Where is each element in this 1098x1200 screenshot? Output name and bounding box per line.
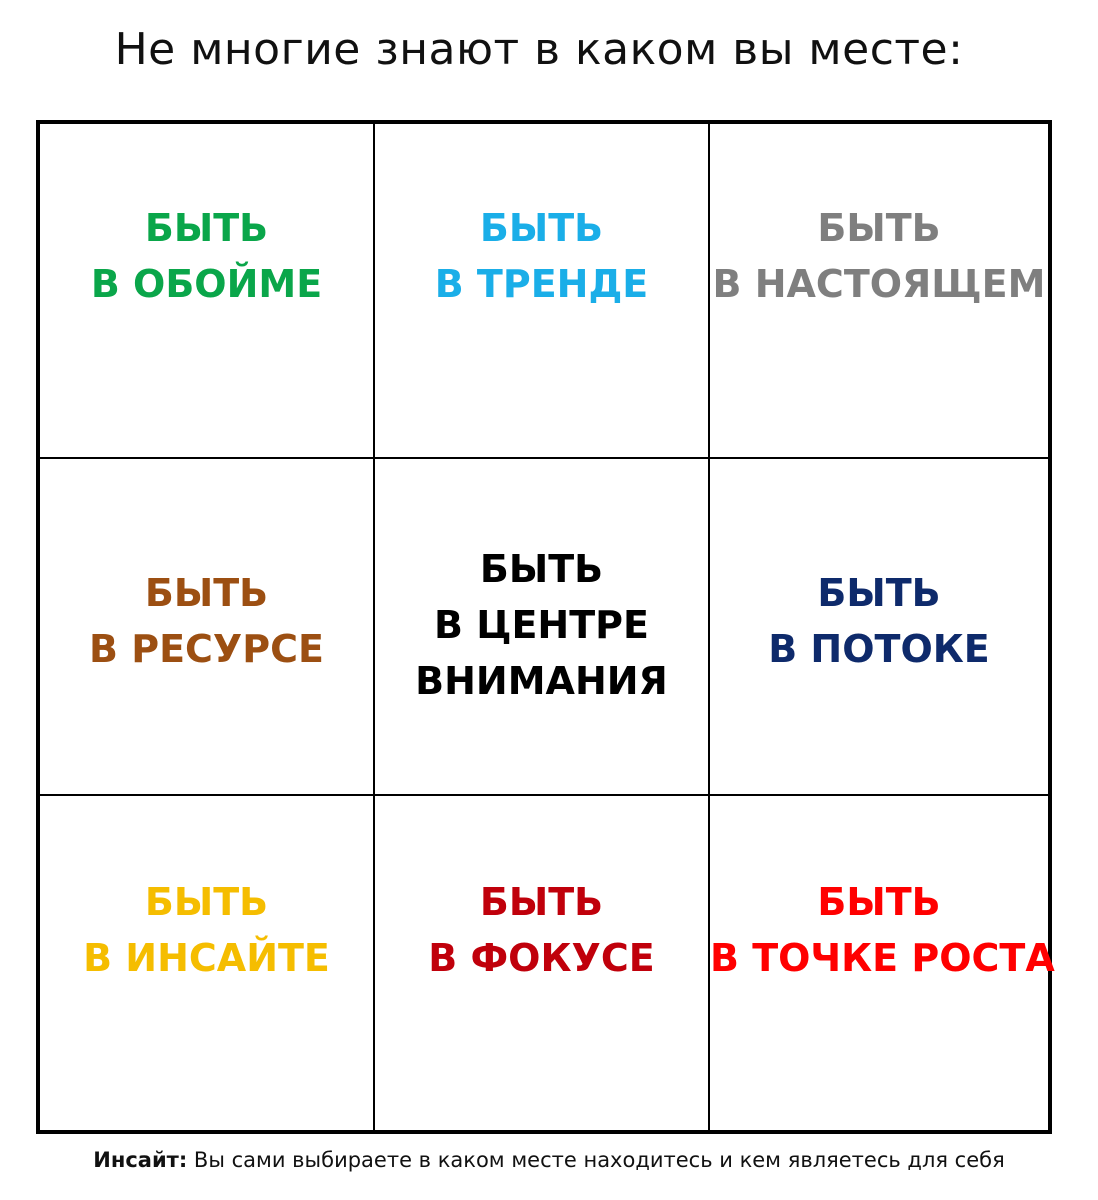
cell-line: В ФОКУСЕ: [428, 936, 655, 980]
cell-line: БЫТЬ: [144, 571, 269, 615]
cell-line: ВНИМАНИЯ: [415, 659, 668, 703]
cell-label: [375, 874, 708, 986]
cell-line: БЫТЬ: [479, 206, 604, 250]
cell-line: В РЕСУРСЕ: [89, 627, 324, 671]
cell-line: В ИНСАЙТЕ: [83, 936, 330, 980]
cell-line: В ЦЕНТРЕ: [434, 603, 649, 647]
insight-text: Вы сами выбираете в каком месте находитесь и кем являетесь для себя: [187, 1148, 1005, 1172]
cell-line: БЫТЬ: [817, 880, 941, 924]
cell-v-tsentre-vnimaniya: [375, 459, 710, 796]
cell-v-resurse: [40, 459, 375, 796]
cell-label: [375, 541, 708, 709]
cell-label: [710, 565, 1048, 677]
cell-label: [40, 565, 373, 677]
cell-v-insayte: [40, 796, 375, 1130]
places-grid: [36, 120, 1055, 1134]
cell-v-trende: [375, 124, 710, 459]
cell-v-tochke-rosta: [710, 796, 1055, 1130]
insight-footer: [0, 1148, 1098, 1172]
cell-line: БЫТЬ: [144, 206, 269, 250]
cell-line: В ОБОЙМЕ: [90, 262, 323, 306]
cell-line: БЫТЬ: [479, 547, 604, 591]
cell-label: [40, 200, 373, 312]
cell-line: БЫТЬ: [144, 880, 269, 924]
page-title: Не многие знают в каком вы месте:: [114, 24, 964, 75]
cell-v-oboime: [40, 124, 375, 459]
cell-label: [375, 200, 708, 312]
insight-label: Инсайт:: [93, 1148, 188, 1172]
cell-line: БЫТЬ: [479, 880, 604, 924]
cell-line: В ТОЧКЕ РОСТА: [710, 936, 1055, 980]
cell-line: БЫТЬ: [817, 571, 941, 615]
cell-v-fokuse: [375, 796, 710, 1130]
cell-label: [40, 874, 373, 986]
cell-v-nastoyashchem: [710, 124, 1048, 459]
cell-line: БЫТЬ: [817, 206, 941, 250]
cell-line: В ТРЕНДЕ: [434, 262, 649, 306]
cell-line: В ПОТОКЕ: [768, 627, 990, 671]
cell-line: В НАСТОЯЩЕМ: [712, 262, 1046, 306]
cell-v-potoke: [710, 459, 1048, 796]
cell-label: [710, 874, 1055, 986]
cell-label: [710, 200, 1048, 312]
